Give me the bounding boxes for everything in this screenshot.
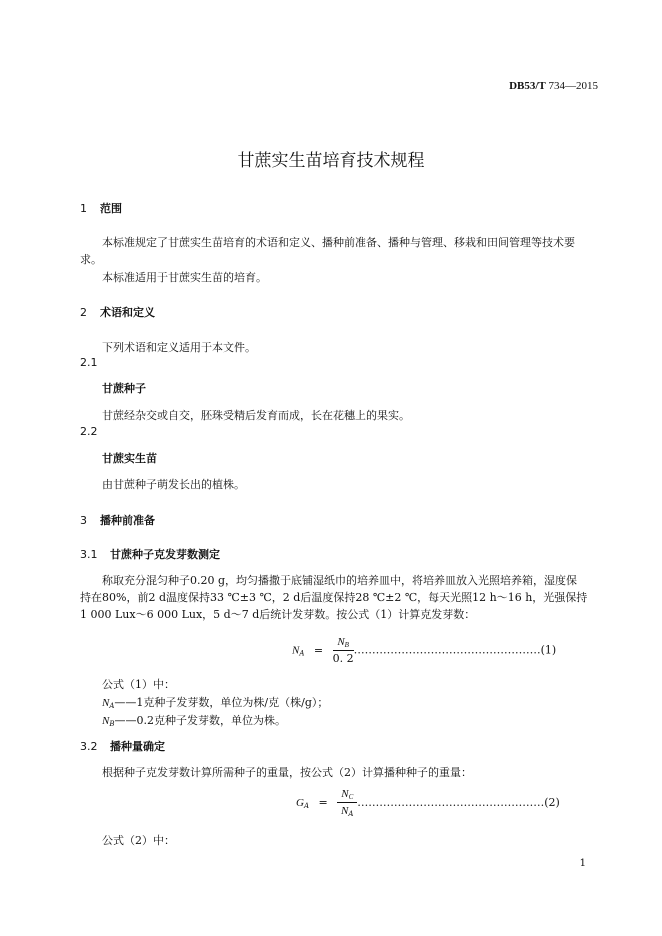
section-3-1-paragraph-line-3: 1 000 Lux～6 000 Lux，5 d～7 d后统计发芽数。按公式（1）计算克发芽数： xyxy=(80,608,476,621)
formula-2-denominator: N xyxy=(341,805,349,817)
section-3-title: 播种前准备 xyxy=(100,514,155,527)
section-3-2-title: 播种量确定 xyxy=(110,740,165,753)
section-2-paragraph-1: 下列术语和定义适用于本文件。 xyxy=(102,341,256,354)
section-3-2-paragraph: 根据种子克发芽数计算所需种子的重量，按公式（2）计算播种种子的重量： xyxy=(102,766,472,779)
section-3-1-number: 3.1 xyxy=(80,548,98,561)
formula-1-variable-1 xyxy=(102,694,328,710)
section-3-1-heading xyxy=(80,546,220,562)
formula-1-tag: (1) xyxy=(540,643,557,657)
formula-1-numerator-subscript: B xyxy=(344,641,349,649)
formula-1-where: 公式（1）中： xyxy=(102,678,175,691)
section-3-2-heading xyxy=(80,738,165,754)
formula-1-equals: = xyxy=(313,643,324,657)
section-3-heading xyxy=(80,512,155,528)
formula-2-leader-dots: …………………………………………… xyxy=(357,796,545,809)
formula-1-variable-1-description: ——1克种子发芽数，单位为株/克（株/g）； xyxy=(114,696,329,709)
formula-2-equals: = xyxy=(318,796,328,809)
term-2-1-name: 甘蔗种子 xyxy=(102,382,146,395)
formula-2-lhs: G xyxy=(296,797,304,809)
section-2-number: 2 xyxy=(80,306,87,319)
term-2-2-number: 2.2 xyxy=(80,425,98,438)
formula-1 xyxy=(292,636,556,665)
formula-2-denominator-subscript: A xyxy=(348,810,354,818)
formula-1-leader-dots: …………………………………………… xyxy=(353,643,541,657)
term-2-2-definition: 由甘蔗种子萌发长出的植株。 xyxy=(102,478,245,491)
term-2-1-definition: 甘蔗经杂交或自交，胚珠受精后发育而成，长在花穗上的果实。 xyxy=(102,409,410,422)
standard-code-prefix: DB53/T xyxy=(509,80,546,92)
section-1-paragraph-1b: 求。 xyxy=(80,253,102,266)
section-2-heading xyxy=(80,304,155,320)
formula-1-variable-2-subscript: B xyxy=(109,720,115,728)
formula-1-variable-1-symbol: N xyxy=(102,697,110,709)
formula-1-lhs: N xyxy=(292,644,300,657)
page-number: 1 xyxy=(579,858,586,869)
formula-1-denominator: 0. 2 xyxy=(332,652,354,665)
section-2-title: 术语和定义 xyxy=(100,306,155,319)
formula-2 xyxy=(296,788,560,818)
formula-2-fraction xyxy=(337,788,357,818)
formula-2-numerator-subscript: C xyxy=(348,793,354,801)
section-1-title: 范围 xyxy=(100,202,122,215)
formula-1-variable-2 xyxy=(102,712,286,728)
formula-1-variable-2-description: ——0.2克种子发芽数，单位为株。 xyxy=(114,714,286,727)
section-3-number: 3 xyxy=(80,514,87,527)
page-title: 甘蔗实生苗培育技术规程 xyxy=(237,151,425,171)
section-1-heading xyxy=(80,200,122,216)
standard-code-number: 734—2015 xyxy=(545,80,598,92)
formula-2-lhs-subscript: A xyxy=(303,802,310,810)
formula-2-tag: (2) xyxy=(544,796,560,809)
section-1-paragraph-2: 本标准适用于甘蔗实生苗的培育。 xyxy=(102,271,267,284)
standard-code xyxy=(509,80,598,92)
formula-1-fraction xyxy=(333,636,354,665)
section-1-number: 1 xyxy=(80,202,87,215)
formula-1-numerator: N xyxy=(337,636,345,648)
section-3-1-paragraph-line-1: 称取充分混匀种子0.20 g，均匀播撒于底铺湿纸巾的培养皿中，将培养皿放入光照培养箱，湿度保 xyxy=(102,574,578,587)
formula-2-numerator: N xyxy=(341,788,349,800)
section-3-2-number: 3.2 xyxy=(80,740,98,753)
formula-1-variable-2-symbol: N xyxy=(102,715,110,727)
section-1-paragraph-1a: 本标准规定了甘蔗实生苗培育的术语和定义、播种前准备、播种与管理、移栽和田间管理等技术要 xyxy=(102,236,575,249)
term-2-2-name: 甘蔗实生苗 xyxy=(102,452,157,465)
formula-2-where: 公式（2）中： xyxy=(102,834,175,847)
formula-1-variable-1-subscript: A xyxy=(109,702,115,710)
section-3-1-paragraph-line-2: 持在80%，前2 d温度保持33 ℃±3 ℃，2 d后温度保持28 ℃±2 ℃，每天光照12 h～16 h，光强保持 xyxy=(80,591,588,604)
term-2-1-number: 2.1 xyxy=(80,356,98,369)
section-3-1-title: 甘蔗种子克发芽数测定 xyxy=(110,548,220,561)
formula-1-lhs-subscript: A xyxy=(299,649,305,658)
